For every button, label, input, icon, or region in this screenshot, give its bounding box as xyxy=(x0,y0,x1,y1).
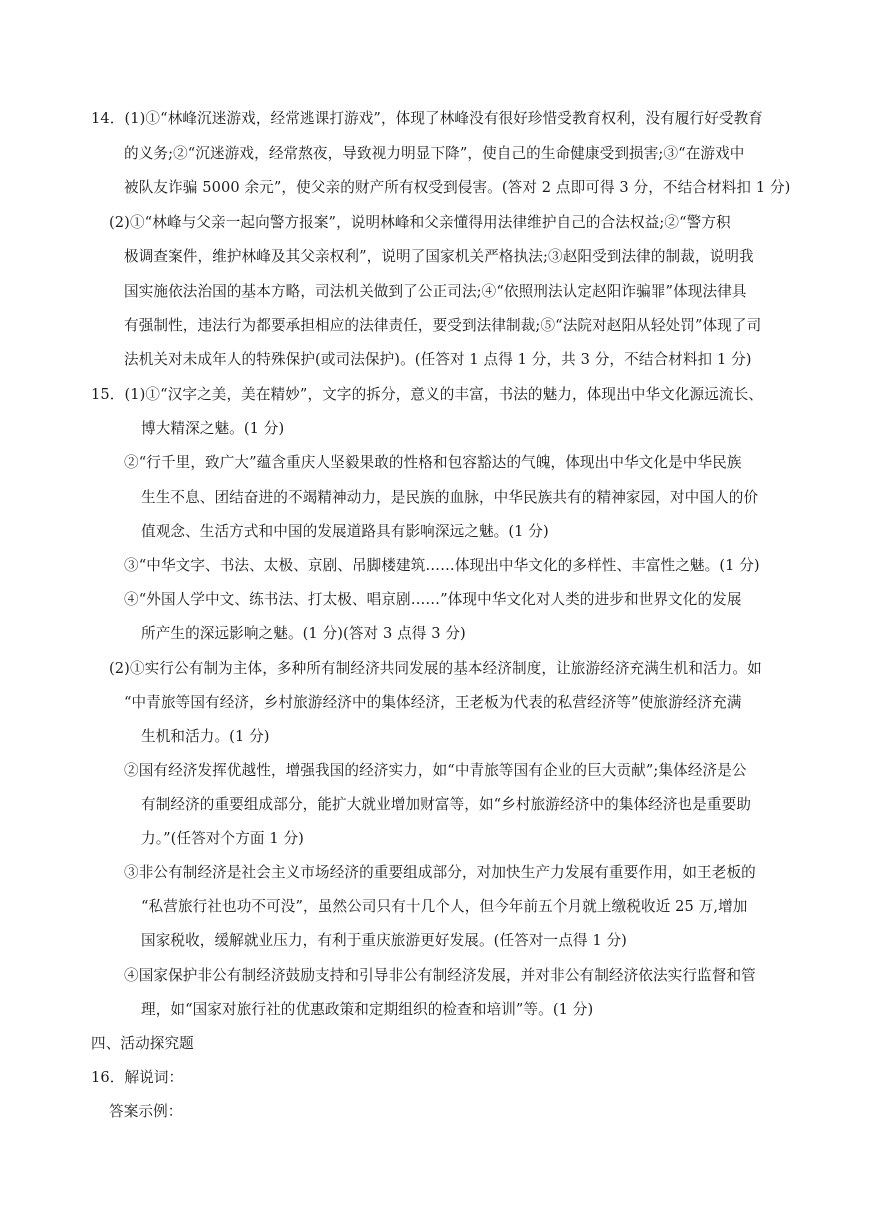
text-line: ③“中华文字、书法、太极、京剧、吊脚楼建筑……体现出中华文化的多样性、丰富性之魅。(1 分) xyxy=(124,557,760,574)
text-line: 14．(1)①“林峰沉迷游戏，经常逃课打游戏”，体现了林峰没有很好珍惜受教育权利，没有履行好受教育 xyxy=(91,110,764,127)
text-line: 理，如“国家对旅行社的优惠政策和定期组织的检查和培训”等。(1 分) xyxy=(141,1001,594,1018)
text-line: 法机关对未成年人的特殊保护(或司法保护)。(任答对 1 点得 1 分，共 3 分，不结合材料扣 1 分) xyxy=(124,351,752,368)
text-line: ②国有经济发挥优越性，增强我国的经济实力，如“中青旅等国有企业的巨大贡献”;集体经济是公 xyxy=(124,762,747,779)
section-heading: 四、活动探究题 xyxy=(91,1035,194,1052)
text-line: 的义务;②“沉迷游戏，经常熬夜，导致视力明显下降”，使自己的生命健康受到损害;③“在游戏中 xyxy=(124,145,745,162)
text-line: 力。”(任答对个方面 1 分) xyxy=(141,830,304,847)
text-line: “私营旅行社也功不可没”，虽然公司只有十几个人，但今年前五个月就上缴税收近 25 万,增加 xyxy=(141,898,748,915)
text-line: ④“外国人学中文、练书法、打太极、唱京剧……”体现中华文化对人类的进步和世界文化的发展 xyxy=(124,591,742,608)
text-line: ②“行千里，致广大”蕴含重庆人坚毅果敢的性格和包容豁达的气魄，体现出中华文化是中华民族 xyxy=(124,454,742,471)
text-line: 答案示例： xyxy=(109,1103,183,1120)
text-line: 值观念、生活方式和中国的发展道路具有影响深远之魅。(1 分) xyxy=(141,523,549,540)
text-line: 有制经济的重要组成部分，能扩大就业增加财富等，如“乡村旅游经济中的集体经济也是重要助 xyxy=(141,796,752,813)
text-line: ③非公有制经济是社会主义市场经济的重要组成部分，对加快生产力发展有重要作用，如王老板的 xyxy=(124,864,756,881)
text-line: 有强制性，违法行为都要承担相应的法律责任，要受到法律制裁;⑤“法院对赵阳从轻处罚”体现了司 xyxy=(124,317,762,334)
text-line: 被队友诈骗 5000 余元”，使父亲的财产所有权受到侵害。(答对 2 点即可得 3 分，不结合材料扣 1 分) xyxy=(124,179,791,196)
text-line: 国实施依法治国的基本方略，司法机关做到了公正司法;④“依照刑法认定赵阳诈骗罪”体现法律具 xyxy=(124,283,747,300)
text-line: ④国家保护非公有制经济鼓励支持和引导非公有制经济发展，并对非公有制经济依法实行监督和管 xyxy=(124,967,756,984)
text-line: 生机和活力。(1 分) xyxy=(141,728,270,745)
question-title: 16．解说词： xyxy=(91,1069,184,1086)
text-line: 所产生的深远影响之魅。(1 分)(答对 3 点得 3 分) xyxy=(141,625,466,642)
text-line: (2)①实行公有制为主体，多种所有制经济共同发展的基本经济制度，让旅游经济充满生机和活力。如 xyxy=(109,660,762,677)
text-line: 生生不息、团结奋进的不竭精神动力，是民族的血脉，中华民族共有的精神家园，对中国人的价 xyxy=(141,489,759,506)
text-line: (2)①“林峰与父亲一起向警方报案”，说明林峰和父亲懂得用法律维护自己的合法权益;②“警方积 xyxy=(109,214,731,231)
text-line: 国家税收，缓解就业压力，有利于重庆旅游更好发展。(任答对一点得 1 分) xyxy=(141,932,627,949)
text-line: 极调查案件，维护林峰及其父亲权利”，说明了国家机关严格执法;③赵阳受到法律的制裁，说明我 xyxy=(124,248,754,265)
text-line: 博大精深之魅。(1 分) xyxy=(141,420,285,437)
text-line: “中青旅等国有经济，乡村旅游经济中的集体经济，王老板为代表的私营经济等”使旅游经济充满 xyxy=(124,694,742,711)
text-line: 15．(1)①“汉字之美，美在精妙”，文字的拆分，意义的丰富，书法的魅力，体现出中华文化源远流长、 xyxy=(91,386,764,403)
